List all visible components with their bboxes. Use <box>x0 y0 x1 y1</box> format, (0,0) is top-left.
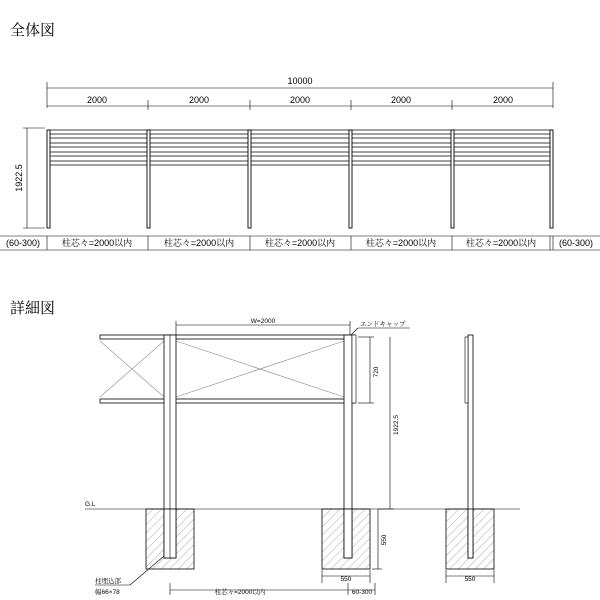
embed-depth-label: 550 <box>381 534 388 546</box>
pitch-label-3: 柱芯々=2000以内 <box>264 238 336 248</box>
post-embed-label: 柱埋込部 <box>95 578 121 585</box>
left-end-clearance: (60-300) <box>5 238 41 248</box>
detail-title: 詳細図 <box>10 299 56 317</box>
embed-depth-dimension <box>372 509 388 569</box>
overview-pitch-row <box>0 236 600 250</box>
detail-clearance-label: 60-300 <box>351 589 373 596</box>
footings <box>146 509 494 569</box>
fence-overview <box>47 130 553 228</box>
end-cap-callout <box>350 320 410 336</box>
detail-height-dimension <box>378 337 400 509</box>
overview-title: 全体図 <box>10 21 56 39</box>
overview-height-label: 1922.5 <box>14 164 24 192</box>
ground-label: G.L <box>85 501 96 508</box>
footing-width-dimensions <box>322 570 494 583</box>
detail-width-label: W=2000 <box>250 318 276 325</box>
pitch-label-1: 柱芯々=2000以内 <box>61 238 133 248</box>
pitch-label-2: 柱芯々=2000以内 <box>163 238 235 248</box>
end-cap-label: エンドキャップ <box>360 321 406 328</box>
footing-width-label-front: 550 <box>340 576 352 583</box>
total-width-label: 10000 <box>287 76 313 86</box>
module-width-2: 2000 <box>188 95 210 105</box>
detail-pitch-dimension <box>170 583 375 596</box>
module-dimensions <box>47 95 553 110</box>
ground-line <box>85 501 520 509</box>
module-width-1: 2000 <box>86 95 108 105</box>
detail-front-elevation <box>100 335 356 558</box>
overview-height-dimension <box>14 128 45 228</box>
panel-height-dimension <box>358 337 380 403</box>
post-size-label: 幅66×78 <box>95 589 120 596</box>
footing-width-label-side: 550 <box>464 576 476 583</box>
right-end-clearance: (60-300) <box>558 238 594 248</box>
detail-pitch-label: 柱芯々=2000以内 <box>214 589 266 596</box>
module-width-3: 2000 <box>289 95 311 105</box>
pitch-label-4: 柱芯々=2000以内 <box>365 238 437 248</box>
detail-height-label: 1922.5 <box>393 415 400 435</box>
module-width-5: 2000 <box>492 95 514 105</box>
pitch-label-5: 柱芯々=2000以内 <box>465 238 537 248</box>
module-width-4: 2000 <box>390 95 412 105</box>
panel-height-label: 720 <box>373 366 380 378</box>
